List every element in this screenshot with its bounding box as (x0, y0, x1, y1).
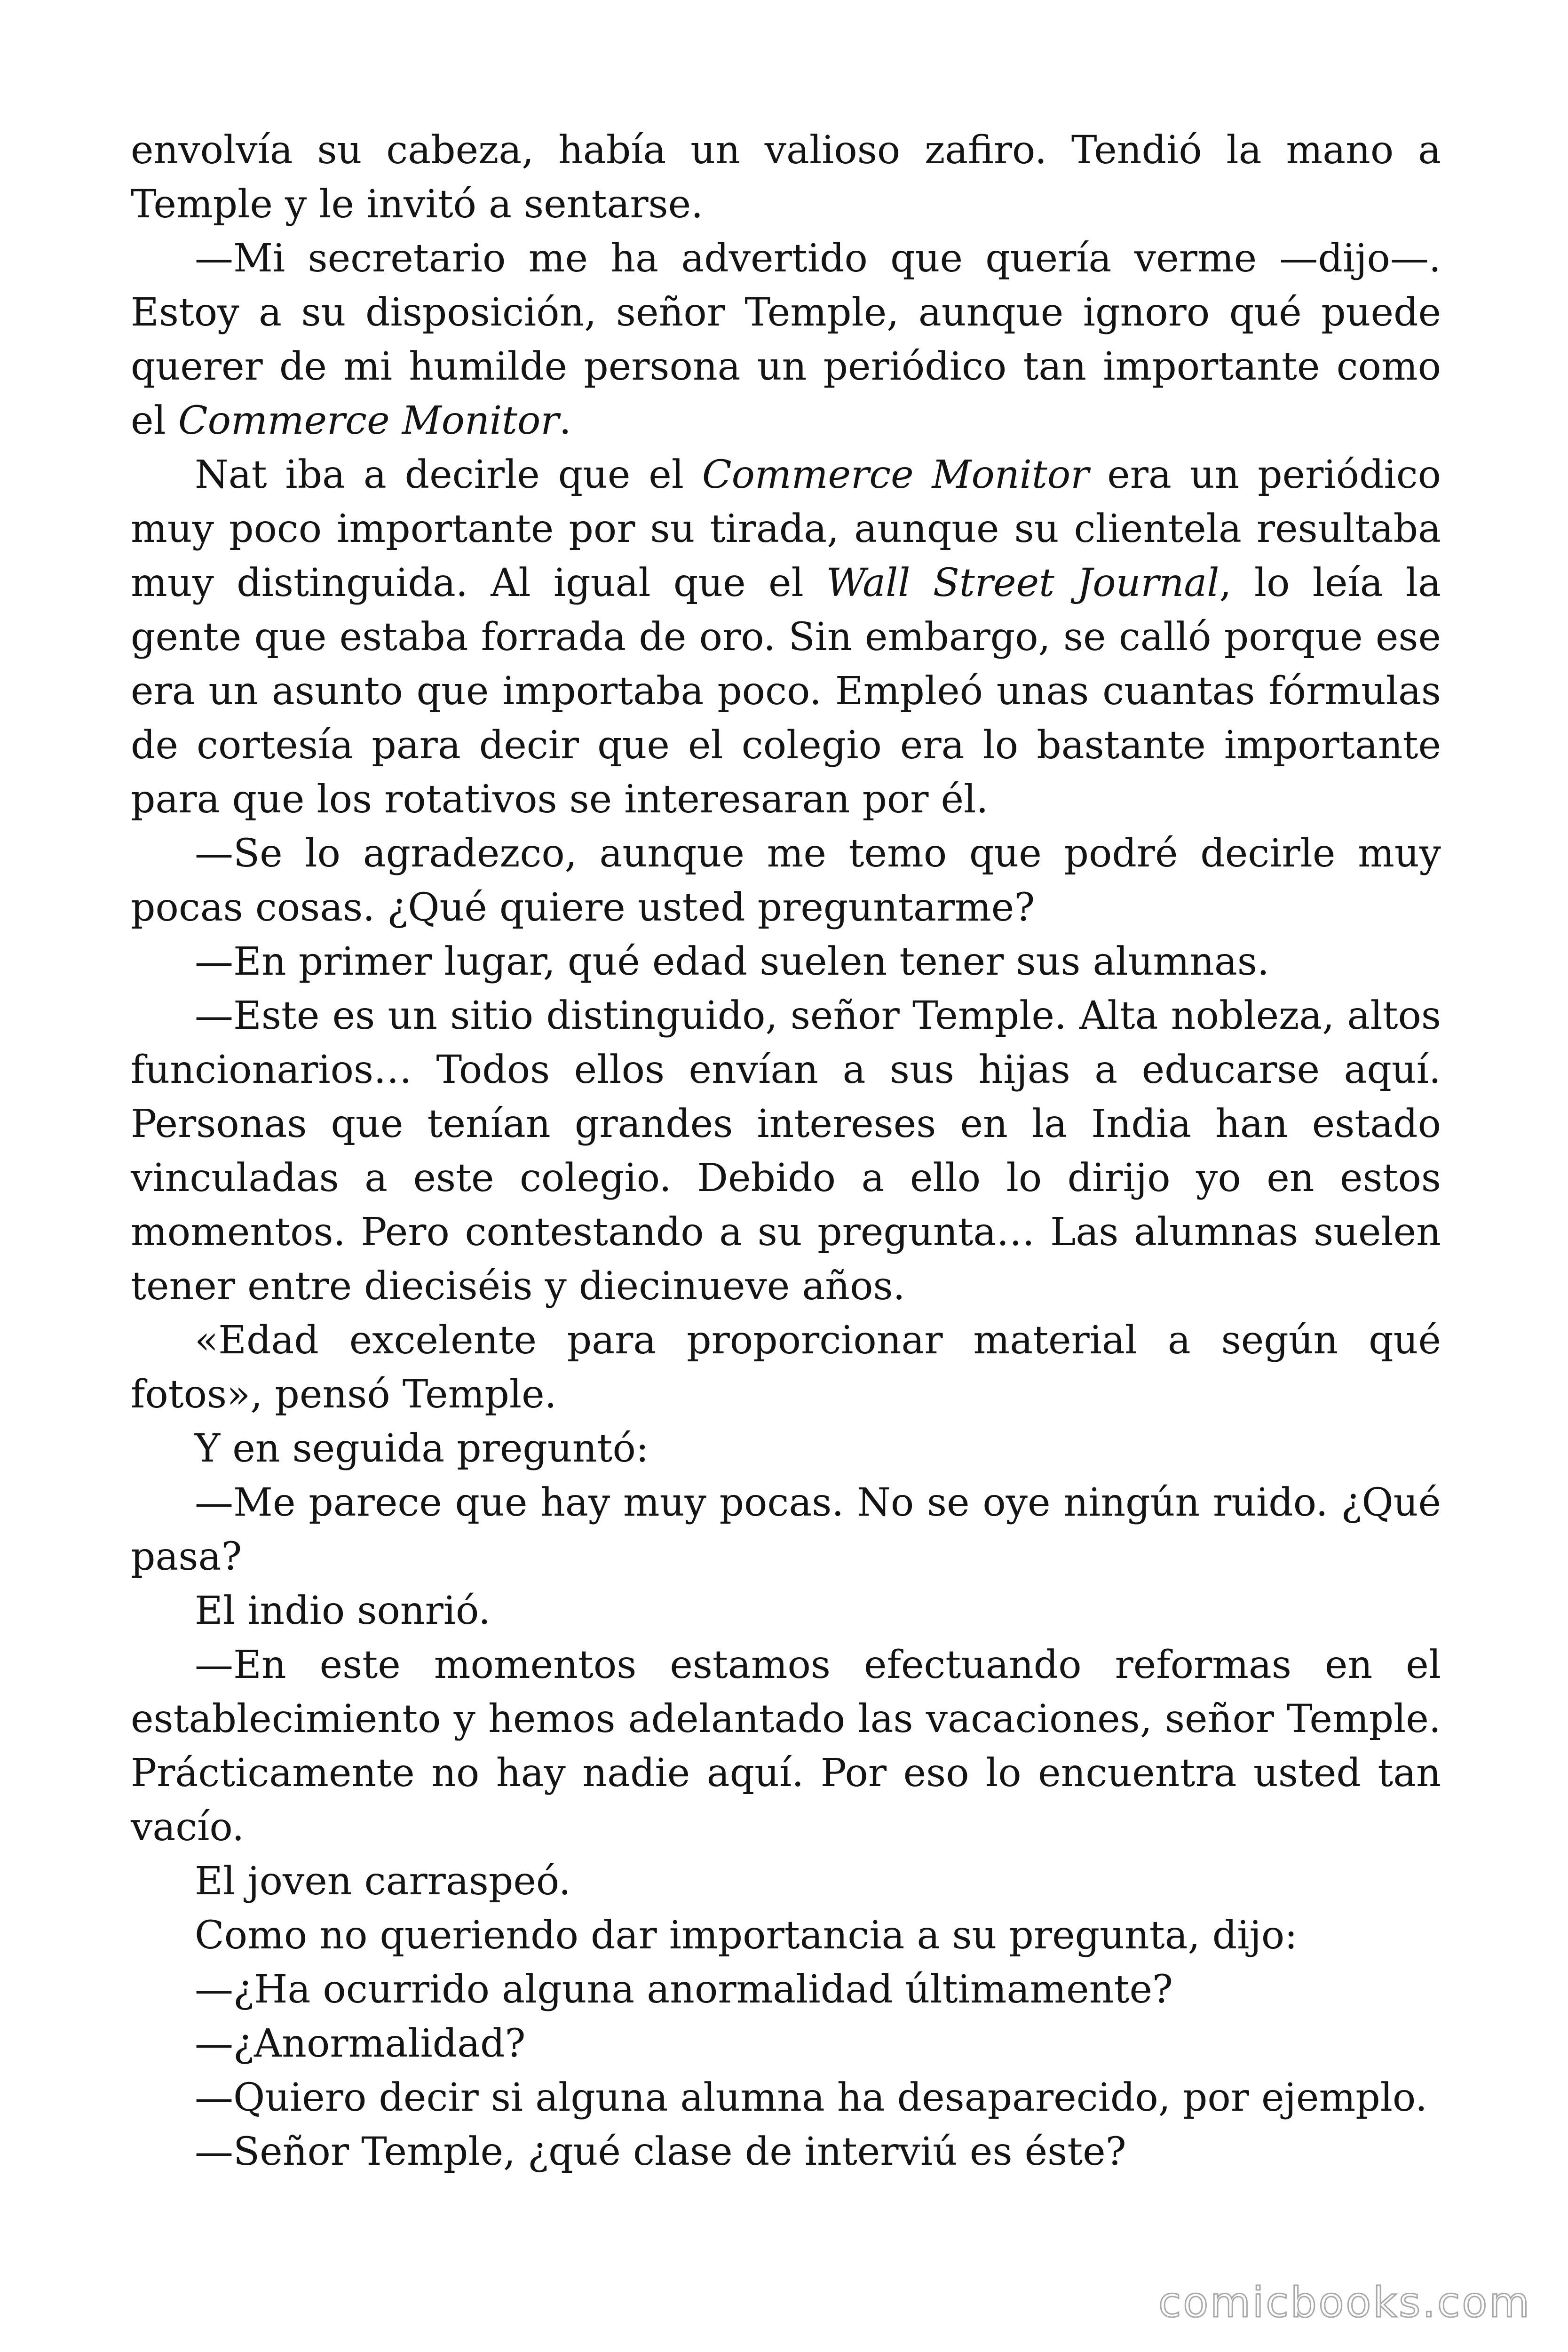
paragraph-text: , lo leía la gente que estaba forrada de oro. Sin embargo, se calló porque ese era un asunto que importaba poco. Empleó unas cuantas fórmulas de cortesía para decir que el colegio era lo bastante importante para que los rotativos se interesaran por él. (131, 561, 1441, 822)
paragraph (131, 2071, 1441, 2125)
paragraph-text: . (559, 398, 571, 443)
paragraph (131, 1854, 1441, 1908)
italic-title-text: Wall Street Journal (826, 561, 1220, 605)
paragraph-text: —Quiero decir si alguna alumna ha desaparecido, por ejemplo. (195, 2075, 1427, 2120)
paragraph (131, 123, 1441, 231)
paragraph (131, 1963, 1441, 2017)
paragraph-text: —En este momentos estamos efectuando reformas en el establecimiento y hemos adelantado las vacaciones, señor Temple. Prácticamente no hay nadie aquí. Por eso lo encuentra usted tan vacío. (131, 1643, 1441, 1850)
italic-title-text: Commerce Monitor (702, 453, 1089, 497)
paragraph (131, 826, 1441, 935)
paragraph-text: —Este es un sitio distinguido, señor Temple. Alta nobleza, altos funcionarios… Todos ellos envían a sus hijas a educarse aquí. Personas que tenían grandes intereses en la India han estado vinculadas a este colegio. Debido a ello lo dirijo yo en estos momentos. Pero contestando a su pregunta… Las alumnas suelen tener entre dieciséis y diecinueve años. (131, 993, 1441, 1309)
paragraph (131, 1422, 1441, 1476)
paragraph-text: Y en seguida preguntó: (195, 1426, 649, 1471)
paragraph-text: —Me parece que hay muy pocas. No se oye ningún ruido. ¿Qué pasa? (131, 1480, 1441, 1579)
paragraph-text: El joven carraspeó. (195, 1859, 571, 1904)
paragraph-text: —En primer lugar, qué edad suelen tener sus alumnas. (195, 939, 1269, 984)
italic-title-text: Commerce Monitor (178, 398, 559, 443)
watermark: comicbooks.com (1158, 2278, 1531, 2327)
paragraph (131, 1908, 1441, 1963)
body-text (131, 123, 1441, 2179)
paragraph-text: era un periódico muy poco importante por su tirada, aunque su clientela resultaba muy distinguida. Al igual que el (131, 453, 1441, 605)
paragraph (131, 1476, 1441, 1584)
paragraph-text: —Señor Temple, ¿qué clase de interviú es éste? (195, 2130, 1126, 2174)
paragraph-text: —¿Anormalidad? (195, 2021, 526, 2066)
paragraph (131, 448, 1441, 826)
paragraph (131, 2017, 1441, 2071)
paragraph-text: —¿Ha ocurrido alguna anormalidad últimamente? (195, 1967, 1173, 2012)
paragraph-text: —Mi secretario me ha advertido que quería verme —dijo—. Estoy a su disposición, señor Temple, aunque ignoro qué puede querer de mi humilde persona un periódico tan importante como el (131, 236, 1441, 443)
paragraph (131, 989, 1441, 1313)
paragraph (131, 1584, 1441, 1638)
paragraph-text: —Se lo agradezco, aunque me temo que podré decirle muy pocas cosas. ¿Qué quiere usted preguntarme? (131, 831, 1441, 930)
paragraph (131, 2125, 1441, 2179)
paragraph (131, 231, 1441, 448)
paragraph-text: «Edad excelente para proporcionar material a según qué fotos», pensó Temple. (131, 1318, 1441, 1417)
paragraph-text: Nat iba a decirle que el (195, 453, 702, 497)
paragraph-text: Como no queriendo dar importancia a su pregunta, dijo: (195, 1913, 1298, 1958)
paragraph-text: envolvía su cabeza, había un valioso zafiro. Tendió la mano a Temple y le invitó a sentarse. (131, 128, 1441, 227)
paragraph (131, 1638, 1441, 1854)
paragraph (131, 935, 1441, 989)
paragraph (131, 1313, 1441, 1422)
paragraph-text: El indio sonrió. (195, 1589, 491, 1633)
